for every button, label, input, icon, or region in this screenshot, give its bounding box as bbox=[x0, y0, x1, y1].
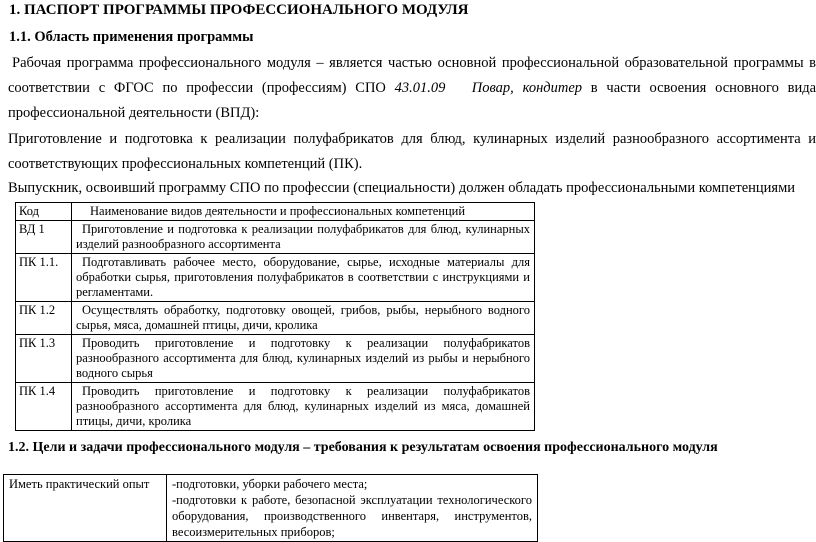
competency-text-cell: Проводить приготовление и подготовку к реализации полуфабрикатов разнообразного ассортимента для блюд, кулинарных изделий из рыбы и нерыбного водного сырья bbox=[72, 335, 535, 383]
scope-text-start: Рабочая программа профессионального модуля – является частью основной профессиональной образовательной программы в соответствии с ФГОС по профессии (профессиям) СПО bbox=[8, 55, 816, 96]
competency-text-cell: Приготовление и подготовка к реализации полуфабрикатов для блюд, кулинарных изделий разнообразного ассортимента bbox=[72, 221, 535, 254]
module-passport-heading: 1. ПАСПОРТ ПРОГРАММЫ ПРОФЕССИОНАЛЬНОГО МОДУЛЯ bbox=[9, 2, 469, 18]
requirement-items-cell bbox=[167, 475, 538, 542]
competency-text-cell: Проводить приготовление и подготовку к реализации полуфабрикатов разнообразного ассортимента для блюд, кулинарных изделий из мяса, домашней птицы, дичи, кролика bbox=[72, 383, 535, 431]
competency-text-cell: Осуществлять обработку, подготовку овощей, грибов, рыбы, нерыбного водного сырья, мяса, домашней птицы, дичи, кролика bbox=[72, 302, 535, 335]
scope-text-end: в части освоения основного вида профессиональной деятельности (ВПД): bbox=[8, 80, 816, 121]
requirement-label-cell: Иметь практический опыт bbox=[4, 475, 167, 542]
competency-code-cell: ПК 1.1. bbox=[16, 254, 72, 302]
scope-heading: 1.1. Область применения программы bbox=[9, 29, 254, 45]
table-row bbox=[16, 383, 535, 431]
requirements-table bbox=[3, 474, 538, 542]
table-row bbox=[16, 221, 535, 254]
scope-paragraph bbox=[8, 51, 816, 126]
table-row bbox=[16, 302, 535, 335]
competency-code-cell: ПК 1.4 bbox=[16, 383, 72, 431]
header-code-cell: Код bbox=[16, 203, 72, 221]
list-item: -подготовки к работе, безопасной эксплуатации технологического оборудования, производственного инвентаря, инструментов, весоизмерительных приборов; bbox=[172, 493, 532, 539]
table-row bbox=[16, 335, 535, 383]
competencies-table bbox=[15, 202, 535, 431]
header-name-cell: Наименование видов деятельности и профессиональных компетенций bbox=[72, 203, 535, 221]
profession-code: 43.01.09 bbox=[394, 80, 446, 96]
profession-name: Повар, кондитер bbox=[471, 80, 583, 96]
competency-code-cell: ПК 1.3 bbox=[16, 335, 72, 383]
activity-paragraph: Приготовление и подготовка к реализации полуфабрикатов для блюд, кулинарных изделий разнообразного ассортимента и соответствующих профессиональных компетенций (ПК). bbox=[8, 131, 816, 172]
competency-text-cell: Подготавливать рабочее место, оборудование, сырье, исходные материалы для обработки сырья, приготовления полуфабрикатов в соответствии с инструкциями и регламентами. bbox=[72, 254, 535, 302]
scope-text-gap bbox=[445, 80, 471, 96]
graduate-paragraph: Выпускник, освоивший программу СПО по профессии (специальности) должен обладать профессиональными компетенциями bbox=[8, 180, 796, 196]
competency-code-cell: ПК 1.2 bbox=[16, 302, 72, 335]
goals-heading: 1.2. Цели и задачи профессионального модуля – требования к результатам освоения профессионального модуля bbox=[8, 440, 718, 455]
table-row bbox=[16, 254, 535, 302]
list-item: -подготовки, уборки рабочего места; bbox=[172, 477, 368, 491]
competency-code-cell: ВД 1 bbox=[16, 221, 72, 254]
table-row bbox=[4, 475, 538, 542]
competencies-header-row bbox=[16, 203, 535, 221]
